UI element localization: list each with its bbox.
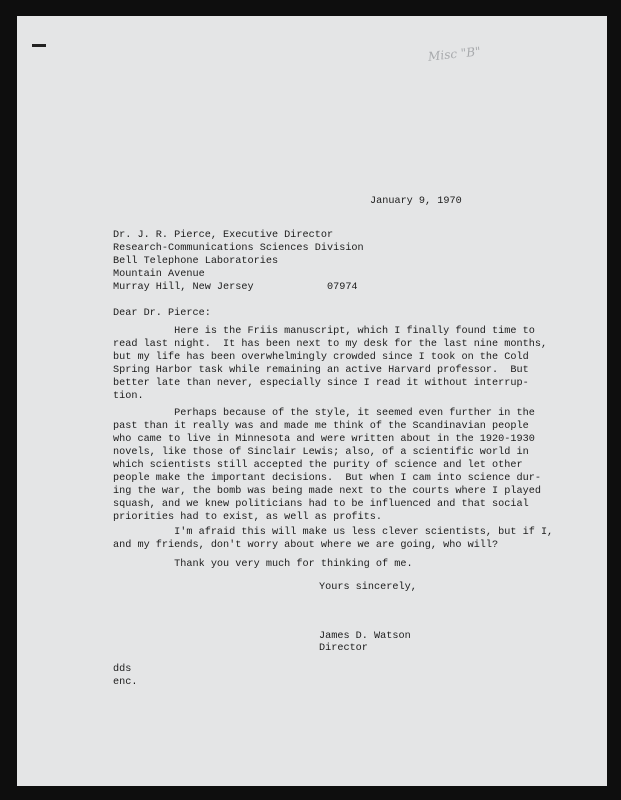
body-line: ing the war, the bomb was being made next to the courts where I played: [113, 486, 541, 497]
salutation: Dear Dr. Pierce:: [113, 308, 211, 319]
letter-date: January 9, 1970: [370, 196, 462, 207]
body-line: novels, like those of Sinclair Lewis; also, of a scientific world in: [113, 447, 529, 458]
body-line: but my life has been overwhelmingly crowded since I took on the Cold: [113, 352, 529, 363]
pencil-annotation: Misc "B": [427, 44, 482, 64]
body-line: I'm afraid this will make us less clever scientists, but if I,: [113, 527, 554, 538]
address-line: Dr. J. R. Pierce, Executive Director: [113, 230, 334, 241]
body-line: and my friends, don't worry about where we are going, who will?: [113, 540, 499, 551]
margin-mark: [32, 44, 46, 47]
body-line: people make the important decisions. But when I cam into science dur-: [113, 473, 541, 484]
body-line: which scientists still accepted the purity of science and let other: [113, 460, 523, 471]
address-line: Mountain Avenue: [113, 269, 205, 280]
body-line: read last night. It has been next to my desk for the last nine months,: [113, 339, 548, 350]
address-line: Bell Telephone Laboratories: [113, 256, 279, 267]
body-line: better late than never, especially since I read it without interrup-: [113, 378, 529, 389]
body-line: Spring Harbor task while remaining an active Harvard professor. But: [113, 365, 529, 376]
address-line: Murray Hill, New Jersey 07974: [113, 282, 358, 293]
body-line: who came to live in Minnesota and were written about in the 1920-1930: [113, 434, 535, 445]
body-line: Here is the Friis manuscript, which I finally found time to: [113, 326, 535, 337]
closing: Yours sincerely,: [319, 582, 417, 593]
body-line: priorities had to exist, as well as profits.: [113, 512, 382, 523]
signer-title: Director: [319, 643, 368, 654]
address-line: Research-Communications Sciences Division: [113, 243, 364, 254]
body-line: tion.: [113, 391, 144, 402]
letter-page: [17, 16, 607, 786]
enclosure-note: enc.: [113, 677, 138, 688]
paragraph-4: Thank you very much for thinking of me.: [113, 559, 413, 570]
body-line: past than it really was and made me think of the Scandinavian people: [113, 421, 529, 432]
body-line: squash, and we knew politicians had to be influenced and that social: [113, 499, 529, 510]
signer-name: James D. Watson: [319, 631, 411, 642]
typist-initials: dds: [113, 664, 132, 675]
body-line: Perhaps because of the style, it seemed even further in the: [113, 408, 535, 419]
